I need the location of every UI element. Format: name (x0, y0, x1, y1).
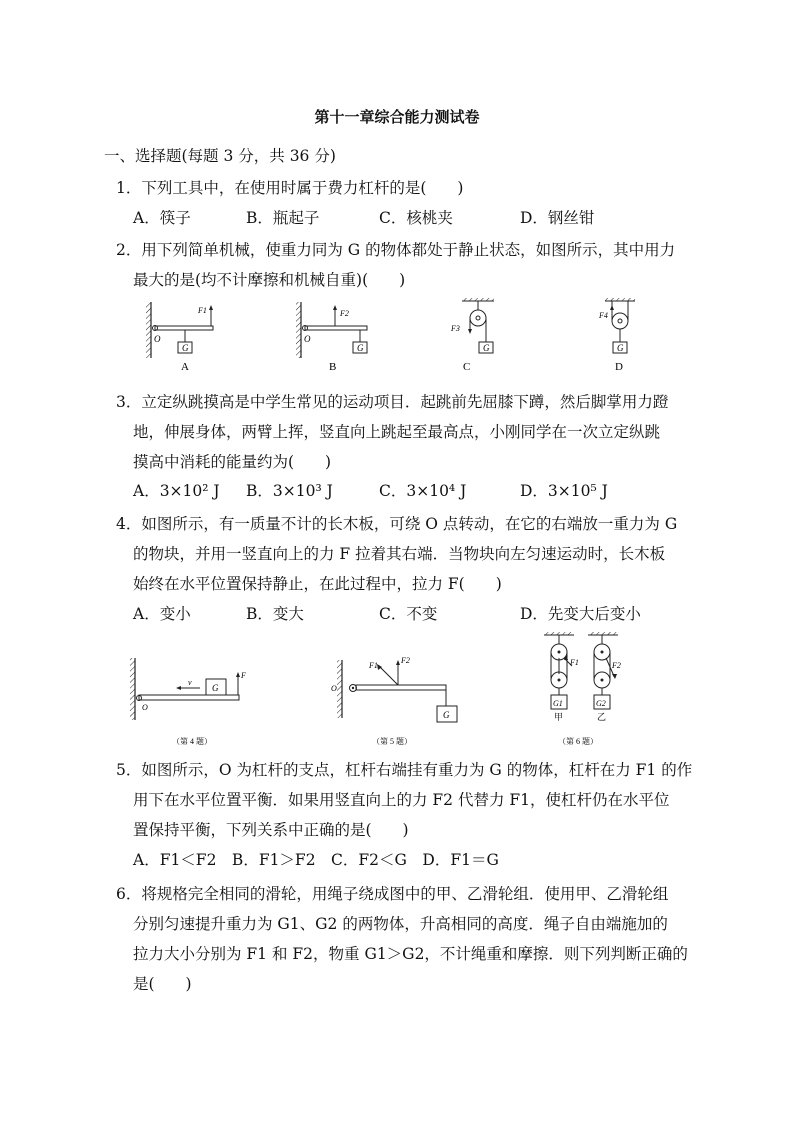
q1-option-b: B．瓶起子 (246, 209, 320, 227)
svg-text:D: D (615, 361, 623, 373)
svg-text:G: G (443, 710, 450, 720)
svg-text:（第 6 题）: （第 6 题） (558, 737, 598, 746)
svg-text:B: B (329, 361, 337, 373)
svg-text:G: G (182, 343, 189, 353)
question-4-line-3: 始终在水平位置保持静止，在此过程中，拉力 F( ) (133, 575, 502, 593)
q3-option-c: C．3×10⁴ J (379, 482, 467, 500)
svg-text:G2: G2 (596, 699, 606, 708)
question-4-line-2: 的物块，并用一竖直向上的力 F 拉着其右端．当物块向左匀速运动时，长木板 (133, 545, 666, 563)
q3-option-a: A．3×10² J (133, 482, 220, 500)
svg-text:O: O (331, 684, 337, 693)
question-5-line-3: 置保持平衡，下列关系中正确的是( ) (133, 821, 409, 839)
svg-text:F1: F1 (198, 306, 207, 315)
figures-4-5-6 (120, 630, 640, 750)
question-6-line-4: 是( ) (133, 975, 192, 993)
q2-pulley-d (598, 298, 635, 373)
svg-text:F2: F2 (401, 656, 410, 665)
figure-4 (130, 658, 246, 746)
question-3-line-2: 地，伸展身体，两臂上挥，竖直向上跳起至最高点，小刚同学在一次立定纵跳 (133, 423, 661, 441)
q2-lever-a (146, 302, 213, 373)
question-3-line-3: 摸高中消耗的能量约为( ) (133, 453, 332, 471)
svg-text:F2: F2 (340, 309, 349, 318)
svg-text:G: G (357, 343, 364, 353)
svg-text:O: O (154, 334, 161, 344)
q2-pulley-c (450, 298, 494, 373)
svg-text:F: F (241, 671, 246, 680)
q1-option-c: C．核桃夹 (379, 209, 453, 227)
svg-text:A: A (181, 361, 189, 373)
svg-text:F3: F3 (451, 324, 460, 333)
q1-option-d: D．钢丝钳 (520, 209, 595, 227)
svg-text:O: O (304, 334, 311, 344)
svg-text:F1: F1 (570, 658, 579, 667)
question-1-text: 1．下列工具中，在使用时属于费力杠杆的是( ) (116, 179, 464, 197)
question-4-line-1: 4．如图所示，有一质量不计的长木板，可绕 O 点转动，在它的右端放一重力为 G (116, 515, 678, 533)
question-2-line-1: 2．用下列简单机械，使重力同为 G 的物体都处于静止状态，如图所示，其中用力 (116, 241, 676, 259)
figure-5 (331, 656, 457, 746)
svg-text:O: O (142, 703, 148, 712)
svg-text:甲: 甲 (554, 712, 564, 722)
svg-text:G: G (617, 343, 624, 353)
svg-text:G: G (483, 343, 490, 353)
svg-text:乙: 乙 (597, 712, 607, 722)
question-6-line-1: 6．将规格完全相同的滑轮，用绳子绕成图中的甲、乙滑轮组．使用甲、乙滑轮组 (116, 885, 669, 903)
question-3-line-1: 3．立定纵跳摸高是中学生常见的运动项目．起跳前先屈膝下蹲，然后脚掌用力蹬 (116, 393, 669, 411)
question-2-line-2: 最大的是(均不计摩擦和机械自重)( ) (133, 271, 406, 289)
svg-text:v: v (188, 678, 192, 687)
q5-options: A．F1＜F2 B．F1＞F2 C．F2＜G D．F1＝G (133, 851, 499, 869)
question-6-line-2: 分别匀速提升重力为 G1、G2 的两物体，升高相同的高度．绳子自由端施加的 (133, 915, 668, 933)
svg-text:（第 5 题）: （第 5 题） (372, 737, 412, 746)
q4-option-a: A．变小 (133, 605, 191, 623)
svg-text:F1: F1 (369, 661, 378, 670)
svg-text:C: C (463, 361, 471, 373)
question-6-line-3: 拉力大小分别为 F1 和 F2，物重 G1＞G2，不计绳重和摩擦．则下列判断正确的 (133, 945, 688, 963)
svg-text:G: G (212, 683, 219, 693)
svg-text:（第 4 题）: （第 4 题） (172, 737, 212, 746)
q3-option-d: D．3×10⁵ J (520, 482, 608, 500)
question-5-line-2: 用下在水平位置平衡．如果用竖直向上的力 F2 代替力 F1，使杠杆仍在水平位 (133, 791, 670, 809)
page-title: 第十一章综合能力测试卷 (314, 108, 480, 126)
question-5-line-1: 5．如图所示，O 为杠杆的支点，杠杆右端挂有重力为 G 的物体，杠杆在力 F1 的作 (116, 761, 693, 779)
svg-text:F4: F4 (599, 311, 608, 320)
figure-6 (544, 632, 621, 746)
section-heading: 一、选择题(每题 3 分，共 36 分) (104, 147, 336, 165)
q4-option-b: B．变大 (246, 605, 304, 623)
q2-lever-b (296, 302, 367, 373)
svg-text:G1: G1 (553, 699, 563, 708)
q3-option-b: B．3×10³ J (246, 482, 333, 500)
q1-option-a: A．筷子 (133, 209, 191, 227)
q2-figure (140, 296, 660, 376)
svg-text:F2: F2 (612, 661, 621, 670)
q4-option-d: D．先变大后变小 (520, 605, 641, 623)
q4-option-c: C．不变 (379, 605, 438, 623)
